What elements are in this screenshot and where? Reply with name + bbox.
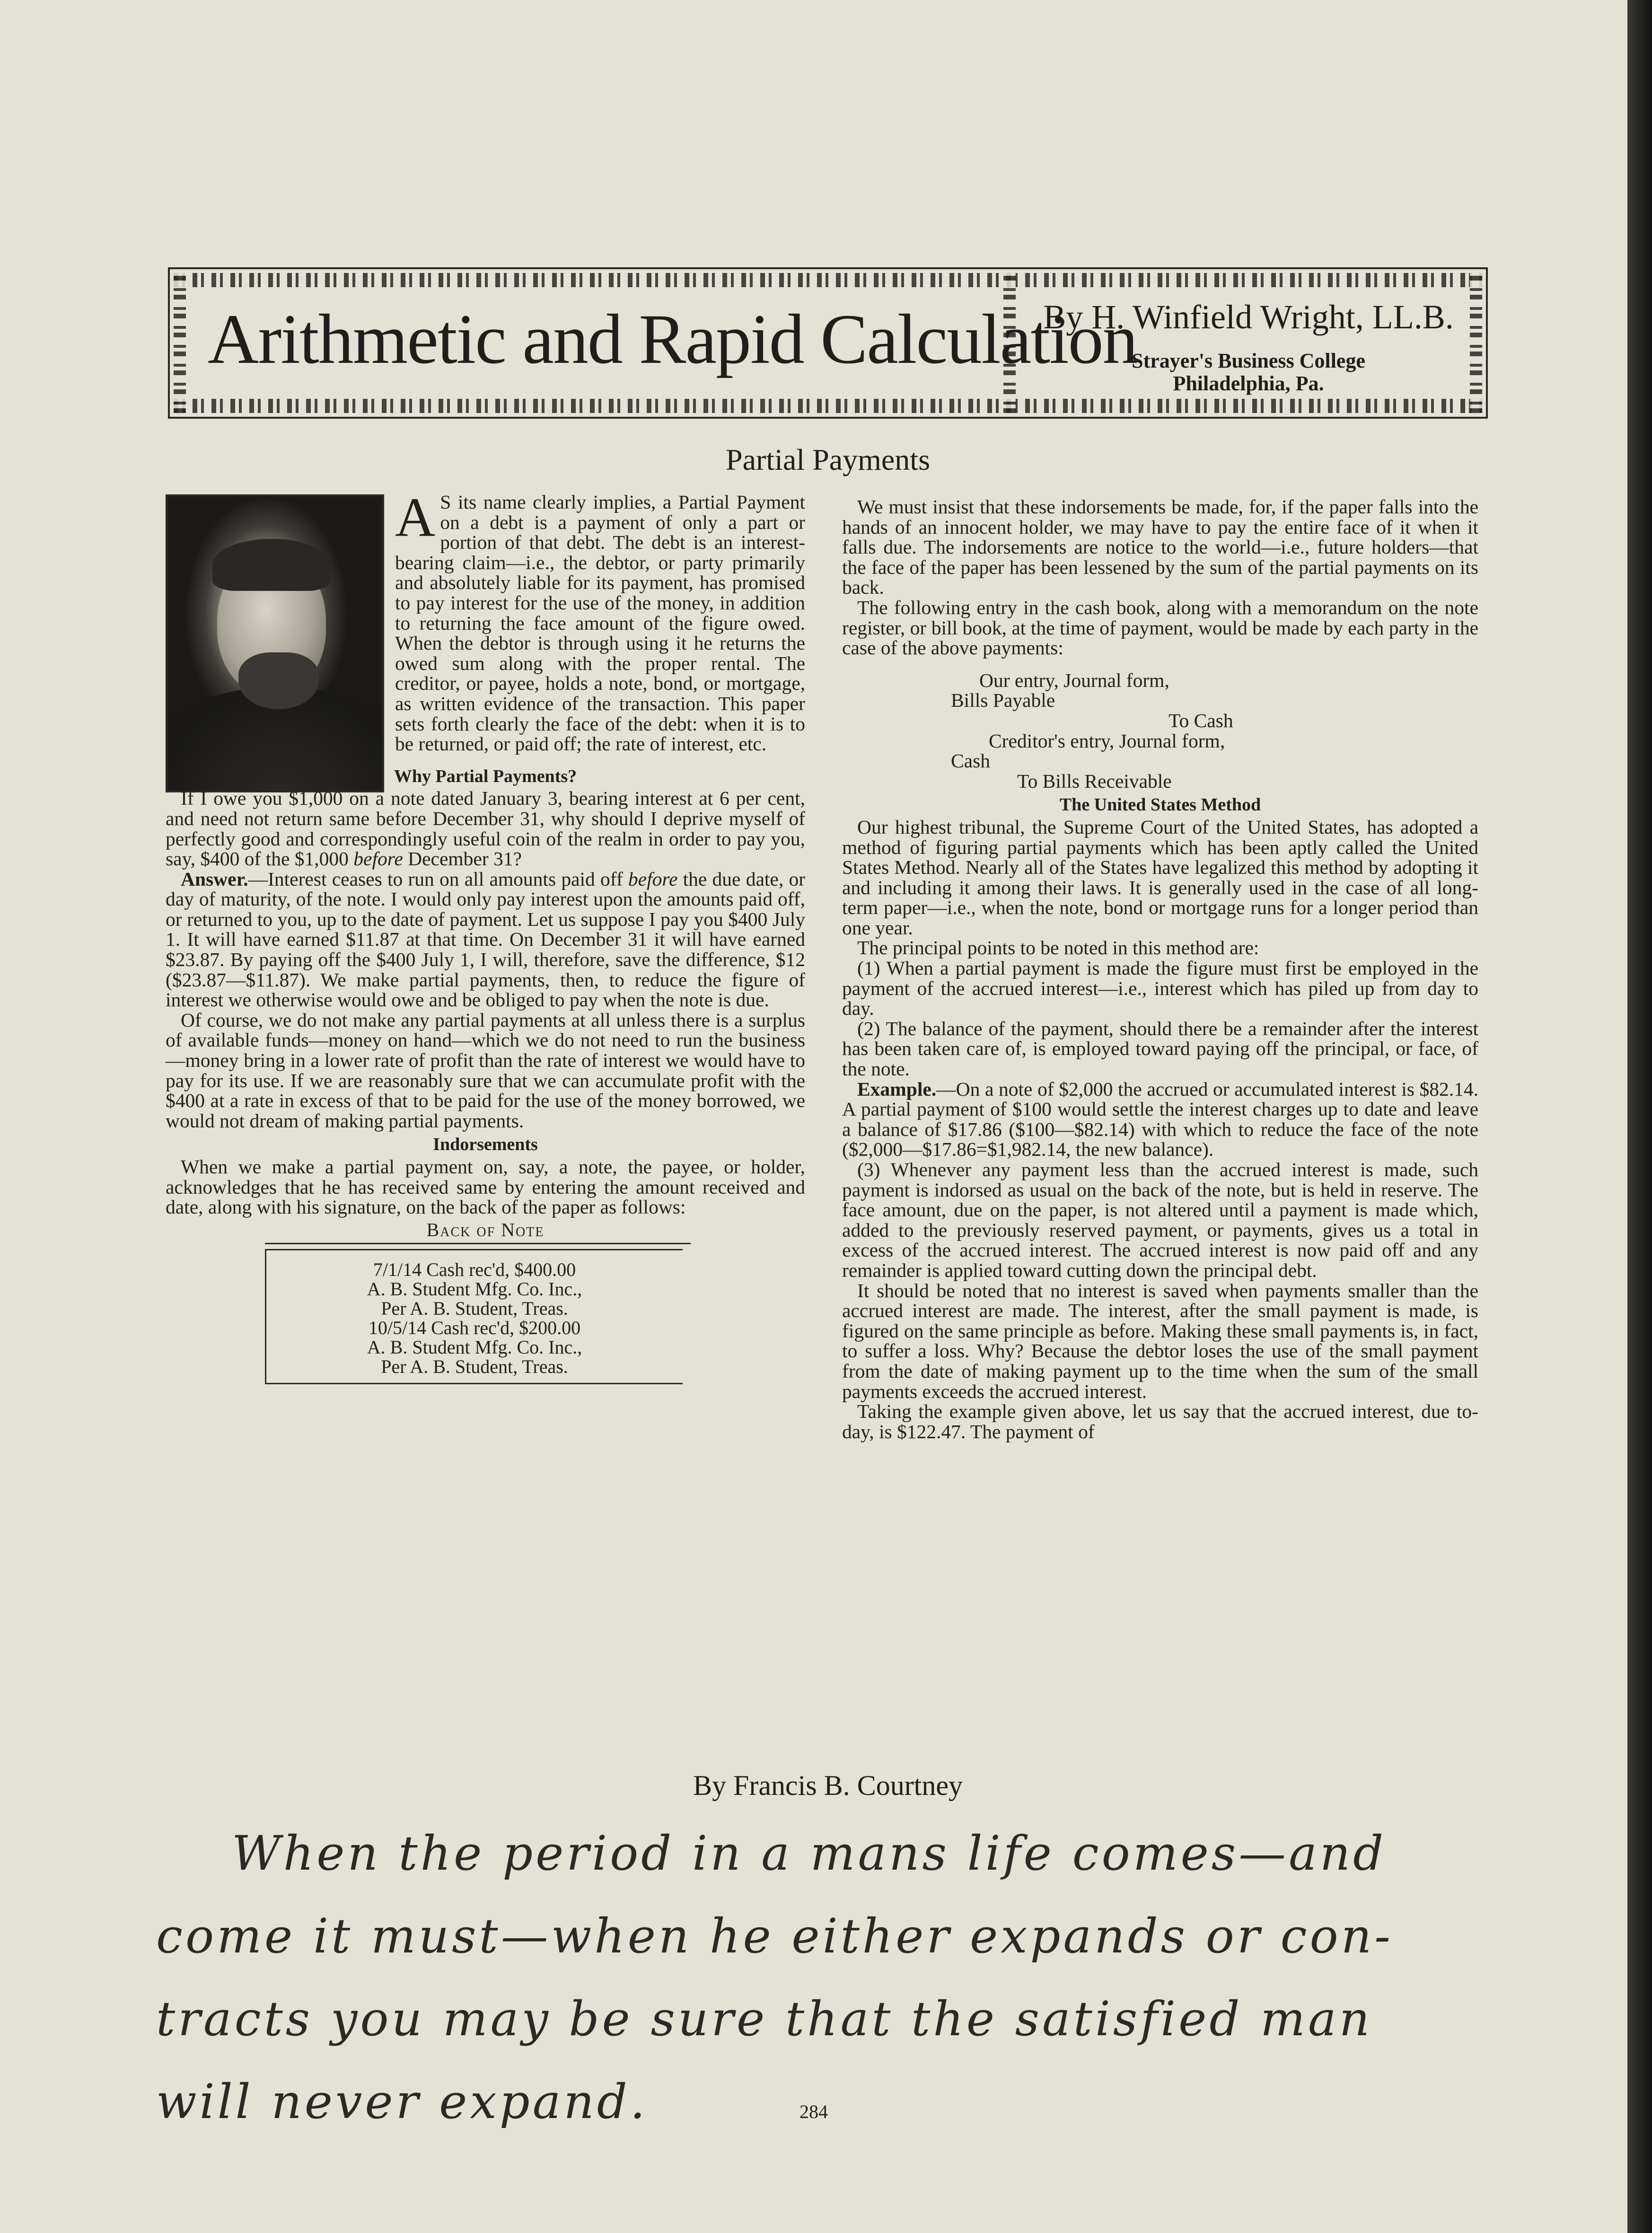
ornamental-border-left: [174, 273, 186, 413]
note-line: 7/1/14 Cash rec'd, $400.00: [373, 1259, 576, 1281]
back-of-note-label: Back of Note: [426, 1219, 545, 1240]
journal-entry-line: Bills Payable: [951, 689, 1055, 712]
header-band: [168, 267, 1488, 419]
binding-edge: [1627, 0, 1652, 2233]
right-column: [842, 497, 1478, 1442]
note-line: Per A. B. Student, Treas.: [381, 1356, 568, 1378]
note-line: A. B. Student Mfg. Co. Inc.,: [367, 1278, 582, 1300]
drop-cap: A: [395, 486, 436, 548]
note-line: A. B. Student Mfg. Co. Inc.,: [367, 1336, 582, 1358]
section-title: Partial Payments: [726, 443, 930, 476]
paragraph-example: Example.—On a note of $2,000 the accrued or accumulated interest is $82.14. A partial payment of $100 would settle the interest charges up to date and leave a balance of $17.86 ($100—$82.14) with which to reduce the face of the note ($2,000—$17.86=$1,982.14, the new balance).: [842, 1078, 1478, 1160]
paragraph-answer: Answer.—Interest ceases to run on all amounts paid off before the due date, or day of maturity, of the note. I would only pay interest upon the amounts paid off, or returned to you, up to the date of payment. Let us suppose I pay you $400 July 1. It will have earned $11.87 at that time. On December 31 it will have earned $23.87. By paying off the $400 July 1, I will, therefore, save the difference, $12 ($23.87—$11.87). We make partial payments, then, to reduce the figure of interest we otherwise would owe and be obliged to pay when the note is due.: [166, 868, 806, 1011]
heading-why-partial-payments: Why Partial Payments?: [394, 766, 577, 786]
courtney-byline: By Francis B. Courtney: [693, 1770, 963, 1801]
paragraph-insist: We must insist that these indorsements be made, for, if the paper falls into the hands of an innocent holder, we may have to pay the entire face of it when it falls due. The indorsements are notice to the world—i.e., future holders—that the face of the paper has been lessened by the sum of the partial payments on its back.: [842, 496, 1478, 598]
journal-entry-line: To Cash: [1169, 709, 1233, 731]
note-line: Per A. B. Student, Treas.: [381, 1298, 568, 1319]
author-byline: By H. Winfield Wright, LL.B.: [1043, 298, 1454, 336]
penmanship-specimen: [156, 1812, 1481, 2143]
article-title: Arithmetic and Rapid Calculation: [208, 300, 1137, 378]
paragraph-point-1: (1) When a partial payment is made the figure must first be employed in the payment of the accrued interest—i.e., interest which has piled up from day to day.: [842, 957, 1478, 1020]
note-line: 10/5/14 Cash rec'd, $200.00: [368, 1317, 581, 1339]
intro-wrap: [395, 486, 805, 755]
paragraph-point-2: (2) The balance of the payment, should there be a remainder after the interest has been taken care of, is employed toward paying off the principal, or face, of the note.: [842, 1017, 1478, 1080]
intro-paragraph: S its name clearly implies, a Partial Payment on a debt is a payment of only a part or portion of that debt. The debt is an interest-bearing claim—i.e., the debtor, or party primarily and absolutely liable for its payment, has promised to pay interest for the use of the money, in addition to returning the face amount of the figure owed. When the debtor is through using it he returns the owed sum along with the proper rental. The creditor, or payee, holds a note, bond, or mortgage, as written evidence of the transaction. This paper sets forth clearly the face of the debt: when it is to be returned, or paid off; the rate of interest, etc.: [395, 491, 805, 755]
journal-entry-line: Creditor's entry, Journal form,: [989, 730, 1225, 752]
heading-united-states-method: The United States Method: [1059, 795, 1261, 815]
paragraph-us-method: Our highest tribunal, the Supreme Court of the United States, has adopted a method of figuring partial payments which has been aptly called the United States Method. Nearly all of the States have legalized this method by adopting it and including it among their laws. It is generally used in the case of all long-term paper—i.e., when the note, bond or mortgage runs for a longer period than one year.: [842, 816, 1478, 939]
heading-indorsements: Indorsements: [433, 1134, 538, 1155]
ornamental-border-right: [1470, 273, 1482, 413]
paragraph-indorsements: When we make a partial payment on, say, a note, the payee, or holder, acknowledges that he has received same by entering the amount received and date, along with his signature, on the back of the paper as follows:: [166, 1156, 805, 1218]
paragraph-principal-points: The principal points to be noted in this method are:: [857, 937, 1259, 959]
paragraph-of-course: Of course, we do not make any partial payments at all unless there is a surplus of available funds—money on hand—which we do not need to run the business—money bring in a lower rate of profit than the rate of interest we would have to pay for its use. If we are reasonably sure that we can accumulate profit with the $400 at a rate in excess of that to be paid for the use of the money borrowed, we would not dream of making partial payments.: [166, 1009, 805, 1132]
ornamental-border-bottom: [174, 399, 1482, 413]
note-indorsement-box: [265, 1249, 683, 1384]
paragraph-taking-example: Taking the example given above, let us say that the accrued interest, due to-day, is $122.47. The payment of: [842, 1400, 1478, 1442]
paragraph-point-3: (3) Whenever any payment less than the accrued interest is made, such payment is indorsed as usual on the back of the note, but is held in reserve. The face amount, due on the paper, is not altered until a payment is made which, added to the previously reserved payment, or payments, gives us a total in excess of the accrued interest. The accrued interest is now paid off and any remainder is applied toward cutting down the principal debt.: [842, 1159, 1478, 1281]
script-line: tracts you may be sure that the satisfied man: [156, 1991, 1372, 2047]
script-line: come it must—when he either expands or con-: [156, 1908, 1393, 1964]
school-name: Strayer's Business College: [1132, 349, 1365, 372]
ornamental-border-top: [174, 273, 1482, 287]
author-affiliation: [1036, 350, 1461, 395]
left-column: [166, 486, 806, 1384]
script-line: will never expand.: [156, 2074, 648, 2129]
page-number: 284: [800, 2101, 828, 2122]
journal-entry-line: Our entry, Journal form,: [979, 669, 1169, 691]
paragraph-it-should-be-noted: It should be noted that no interest is saved when payments smaller than the accrued interest are made. The interest, after the small payment is made, is figured on the same principle as before. Making these small payments is, in fact, to suffer a loss. Why? Because the debtor loses the use of the small payment from the date of making payment up to the time when the sum of the small payments exceeds the accrued interest.: [842, 1279, 1478, 1402]
script-line: When the period in a mans life comes—and: [232, 1826, 1387, 1881]
school-location: Philadelphia, Pa.: [1173, 372, 1324, 395]
paragraph-why: If I owe you $1,000 on a note dated January 3, bearing interest at 6 per cent, and need not return same before December 31, why should I deprive myself of perfectly good and correspondingly useful coin of the realm in order to pay you, say, $400 of the $1,000 before December 31?: [166, 787, 805, 870]
journal-entry-line: Cash: [951, 750, 990, 772]
journal-entry-line: To Bills Receivable: [1017, 770, 1172, 792]
paragraph-following-entry: The following entry in the cash book, along with a memorandum on the note register, or bill book, at the time of payment, would be made by each party in the case of the above payments:: [842, 596, 1478, 659]
